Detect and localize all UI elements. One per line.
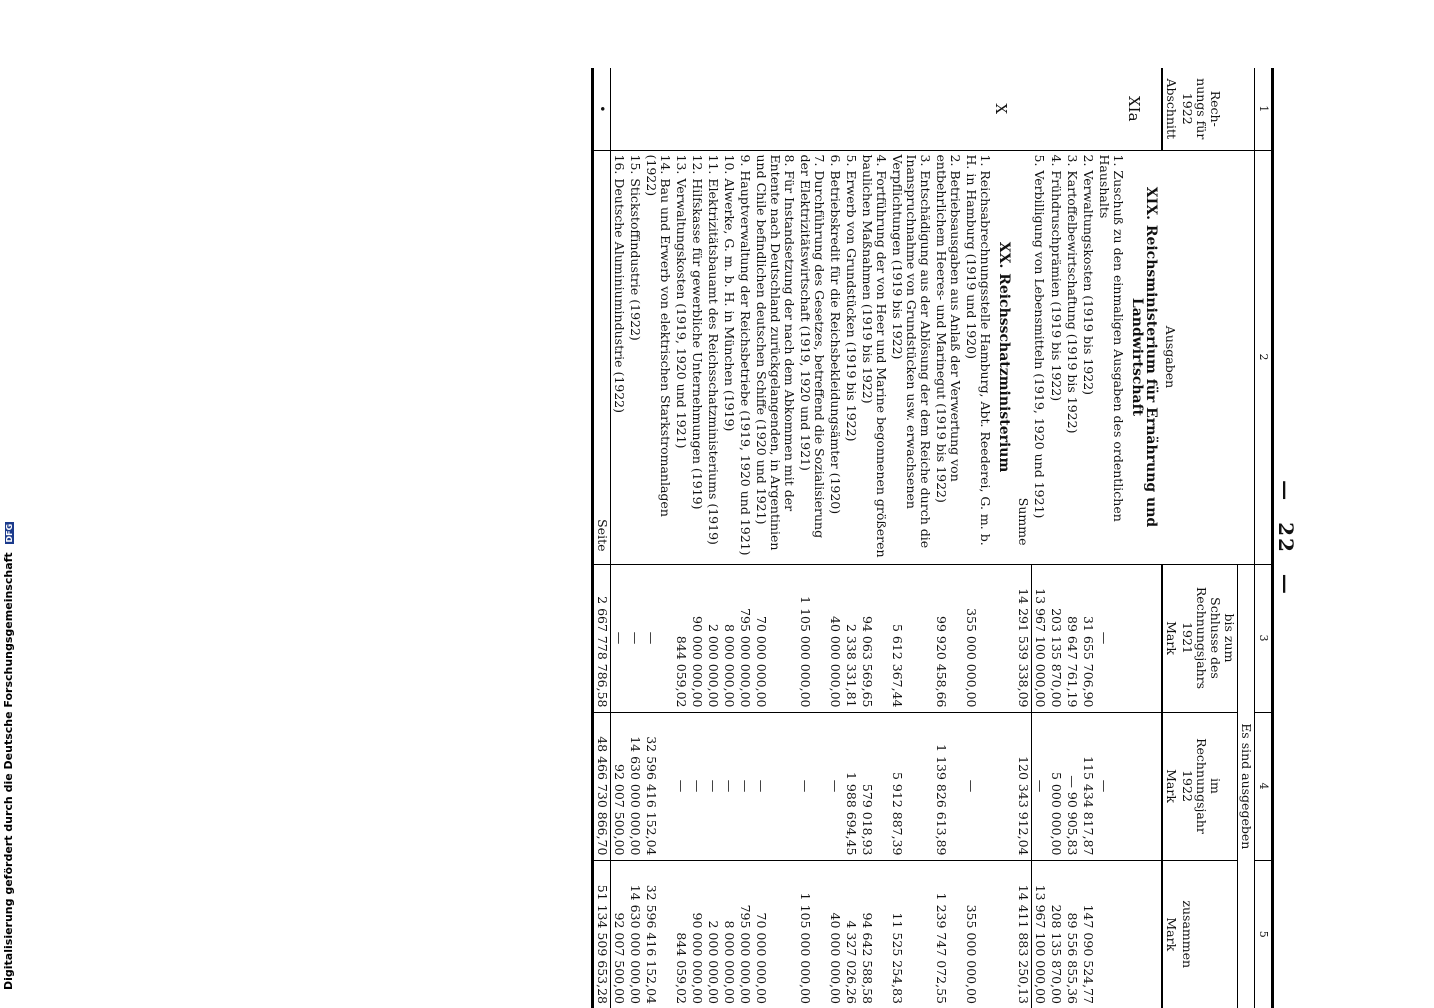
item-c3: 40 000 000,00: [827, 564, 843, 712]
item-c4: 14 630 000 000,00: [627, 712, 643, 860]
item-c5: 11 525 254,83: [889, 860, 933, 1008]
total-c3: 2 667 778 786,58: [593, 564, 611, 712]
item-label: 9. Hauptverwaltung der Reichsbetriebe (1919, 1920 und 1921): [737, 150, 753, 564]
expenditure-table: [591, 68, 1274, 1008]
item-label: 15. Stickstoffindustrie (1922): [627, 150, 643, 564]
item-label: 5. Verbilligung von Lebensmitteln (1919, 1920 und 1921): [1032, 150, 1049, 564]
item-c4: —: [827, 712, 843, 860]
item-c5: 8 000 000,00: [721, 860, 737, 1008]
item-label: 12. Hilfskasse für gewerbliche Unternehmungen (1919): [689, 150, 705, 564]
item-label: 7. Durchführung des Gesetzes, betreffend die Sozialisierung der Elektrizitätswirtschaft (1919, 1920 und 1921): [797, 150, 827, 564]
table-row: [933, 68, 963, 1008]
item-c3: —: [611, 564, 628, 712]
item-c4: —: [753, 712, 797, 860]
item-c3: 89 647 761,19: [1064, 564, 1080, 712]
item-label: 4. Fortführung der von Heer und Marine begonnenen größeren baulichen Maßnahmen (1919 bis 1922): [859, 150, 889, 564]
table-row: [797, 68, 827, 1008]
header-ausgaben: Ausgaben: [1162, 150, 1255, 564]
item-c5: 208 135 870,00: [1048, 860, 1064, 1008]
item-c4: —: [1096, 712, 1126, 860]
item-c4: 579 018,93: [859, 712, 889, 860]
table-row: [753, 68, 797, 1008]
item-label: 2. Verwaltungskosten (1919 bis 1922): [1080, 150, 1096, 564]
item-c4: 92 007 500,00: [611, 712, 628, 860]
item-c5: 40 000 000,00: [827, 860, 843, 1008]
item-c4: —: [673, 712, 689, 860]
section-xx: [593, 68, 1016, 1008]
table-row: [1064, 68, 1080, 1008]
item-label: 6. Betriebskredit für die Reichsbekleidungsämter (1920): [827, 150, 843, 564]
item-c5: [1096, 860, 1126, 1008]
item-c5: 2 000 000,00: [705, 860, 721, 1008]
table-row: [859, 68, 889, 1008]
item-c5: 89 556 855,36: [1064, 860, 1080, 1008]
item-label: 1. Zuschuß zu den einmaligen Ausgaben des ordentlichen Haushalts: [1096, 150, 1126, 564]
item-c4: 115 434 817,87: [1080, 712, 1096, 860]
section-title-row: [1126, 68, 1162, 1008]
item-label: 3. Entschädigung aus der Ablösung der dem Reiche durch die Inanspruchnahme von Grundstücken usw. erwachsenen Verpflichtungen (1919 bis 1922): [889, 150, 933, 564]
item-c4: —: [705, 712, 721, 860]
item-c4: 1 139 826 613,89: [933, 712, 963, 860]
unit-col3: Mark: [1162, 564, 1179, 712]
item-c3: 31 655 706,90: [1080, 564, 1096, 712]
item-c5: 14 630 000 000,00: [627, 860, 643, 1008]
section-abschnitt: XIa: [1125, 95, 1143, 122]
item-c3: 13 967 100 000,00: [1032, 564, 1049, 712]
item-c3: —: [627, 564, 643, 712]
item-c4: —: [1032, 712, 1049, 860]
header-col5: zusammen: [1179, 860, 1238, 1008]
header-col4: im Rechnungsjahr 1922: [1179, 712, 1238, 860]
header-row-1: [1238, 68, 1255, 1008]
item-c5: 32 596 416 152,04: [643, 860, 673, 1008]
sum-c5: 14 411 883 250,13: [1015, 860, 1032, 1008]
table-row: [1032, 68, 1049, 1008]
item-label: 10. Alwerke, G. m. b. H. in München (1919): [721, 150, 737, 564]
item-label: 3. Kartoffelbewirtschaftung (1919 bis 1922): [1064, 150, 1080, 564]
item-c4: 32 596 416 152,04: [643, 712, 673, 860]
table-row: [827, 68, 843, 1008]
item-c3: —: [643, 564, 673, 712]
item-c4: —: [689, 712, 705, 860]
item-c5: 94 642 588,58: [859, 860, 889, 1008]
total-marker: •: [593, 68, 611, 150]
item-c3: 8 000 000,00: [721, 564, 737, 712]
header-abschnitt: Abschnitt: [1162, 68, 1179, 150]
table-row: [889, 68, 933, 1008]
sum-c3: 14 291 539 338,09: [1015, 564, 1032, 712]
item-c4: —: [737, 712, 753, 860]
unit-col4: Mark: [1162, 712, 1179, 860]
item-c4: — 90 905,83: [1064, 712, 1080, 860]
table-row: [705, 68, 721, 1008]
table-row: [643, 68, 673, 1008]
unit-col5: Mark: [1162, 860, 1179, 1008]
table-row: [721, 68, 737, 1008]
item-label: 4. Frühdruschprämien (1919 bis 1922): [1048, 150, 1064, 564]
header-col3: bis zum Schlusse des Rechnungsjahrs 1921: [1179, 564, 1238, 712]
item-c4: —: [963, 712, 993, 860]
item-c3: 99 920 458,66: [933, 564, 963, 712]
item-c3: 795 000 000,00: [737, 564, 753, 712]
col-num-3: 3: [1255, 564, 1273, 712]
total-c5: 51 134 509 653,28: [593, 860, 611, 1008]
sum-c4: 120 343 912,04: [1015, 712, 1032, 860]
item-c4: —: [721, 712, 737, 860]
rotated-ledger-page: [132, 68, 1302, 1008]
item-c4: —: [797, 712, 827, 860]
table-row: [1096, 68, 1126, 1008]
table-row: [611, 68, 628, 1008]
section-abschnitt: X: [992, 103, 1010, 115]
item-c4: 1 988 694,45: [843, 712, 859, 860]
section-title: XIX. Reichsministerium für Ernährung und Landwirtschaft: [1126, 150, 1162, 564]
item-label: 2. Betriebsausgaben aus Anlaß der Verwertung von entbehrlichem Heeres- und Marinegut (1919 bis 1922): [933, 150, 963, 564]
item-label: 13. Verwaltungskosten (1919, 1920 und 1921): [673, 150, 689, 564]
col-num-2: 2: [1255, 150, 1273, 564]
item-c3: 355 000 000,00: [963, 564, 993, 712]
item-label: 8. Für Instandsetzung der nach dem Abkommen mit der Entente nach Deutschland zurückgelangenden, in Argentinien und Chile befindlichen deutschen Schiffe (1920 und 1921): [753, 150, 797, 564]
page-total-row: [593, 68, 611, 1008]
item-c5: 92 007 500,00: [611, 860, 628, 1008]
table-row: [627, 68, 643, 1008]
item-c5: 1 239 747 072,55: [933, 860, 963, 1008]
table-row: [1080, 68, 1096, 1008]
item-c3: 94 063 569,65: [859, 564, 889, 712]
item-c3: 90 000 000,00: [689, 564, 705, 712]
section-title-row: [993, 68, 1015, 1008]
col-num-5: 5: [1255, 860, 1273, 1008]
item-c5: 147 090 524,77: [1080, 860, 1096, 1008]
page-number: —22—: [1274, 480, 1298, 596]
table-row: [737, 68, 753, 1008]
sum-row: [1015, 68, 1032, 1008]
table-row: [963, 68, 993, 1008]
item-c4: 5 912 887,39: [889, 712, 933, 860]
item-c3: 2 000 000,00: [705, 564, 721, 712]
total-c4: 48 466 730 866,70: [593, 712, 611, 860]
table-row: [843, 68, 859, 1008]
table-row: [673, 68, 689, 1008]
item-c5: 4 327 026,26: [843, 860, 859, 1008]
item-c5: 1 105 000 000,00: [797, 860, 827, 1008]
item-label: 16. Deutsche Aluminiumindustrie (1922): [611, 150, 628, 564]
item-c3: 844 059,02: [673, 564, 689, 712]
sum-label: Summe: [1015, 150, 1032, 564]
item-c5: 355 000 000,00: [963, 860, 993, 1008]
item-c5: 13 967 100 000,00: [1032, 860, 1049, 1008]
total-label: Seite: [593, 150, 611, 564]
section-xix: [1015, 68, 1162, 1008]
digitization-credit: [2, 522, 15, 990]
item-c3: 70 000 000,00: [753, 564, 797, 712]
item-c3: —: [1096, 564, 1126, 712]
col-num-4: 4: [1255, 712, 1273, 860]
item-c5: 795 000 000,00: [737, 860, 753, 1008]
section-title: XX. Reichsschatzministerium: [993, 150, 1015, 564]
header-rechnung: Rech- nungs für 1922: [1180, 78, 1223, 140]
col-num-1: 1: [1255, 68, 1273, 150]
header-group: Es sind ausgegeben: [1238, 564, 1255, 1008]
item-c5: 90 000 000,00: [689, 860, 705, 1008]
column-number-row: [1255, 68, 1273, 1008]
item-c4: 5 000 000,00: [1048, 712, 1064, 860]
item-label: 1. Reichsabrechnungsstelle Hamburg, Abt. Reederei, G. m. b. H. in Hamburg (1919 und 1920): [963, 150, 993, 564]
item-label: 11. Elektrizitätsbauamt des Reichsschatzministeriums (1919): [705, 150, 721, 564]
credit-text: Digitalisierung gefördert durch die Deutsche Forschungsgemeinschaft: [2, 552, 15, 990]
table-row: [1048, 68, 1064, 1008]
table-row: [689, 68, 705, 1008]
item-c3: 5 612 367,44: [889, 564, 933, 712]
dfg-logo: DFG: [5, 523, 14, 543]
item-c3: 1 105 000 000,00: [797, 564, 827, 712]
item-label: 5. Erwerb von Grundstücken (1919 bis 1922): [843, 150, 859, 564]
item-c5: 70 000 000,00: [753, 860, 797, 1008]
item-label: 14. Bau und Erwerb von elektrischen Starkstromanlagen (1922): [643, 150, 673, 564]
item-c3: 203 135 870,00: [1048, 564, 1064, 712]
item-c5: 844 059,02: [673, 860, 689, 1008]
item-c3: 2 338 331,81: [843, 564, 859, 712]
